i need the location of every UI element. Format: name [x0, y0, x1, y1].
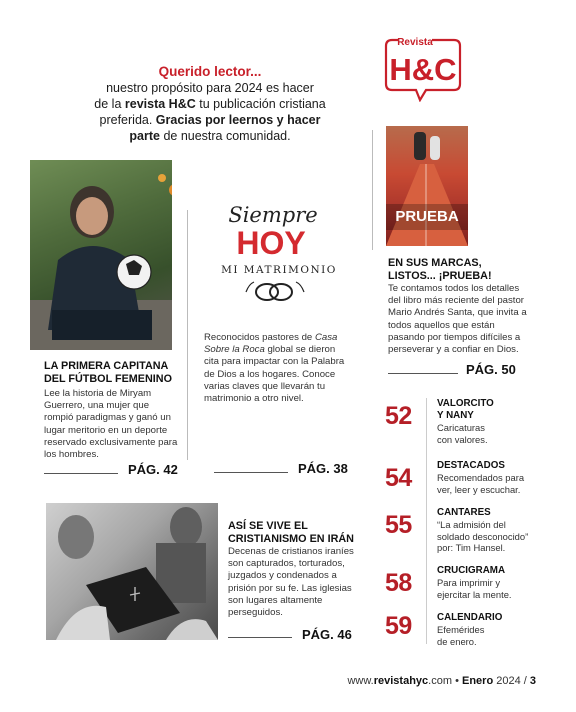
intro-line-3: preferida. Gracias por leernos y hacer	[99, 113, 321, 127]
footer-tld: .com •	[428, 675, 462, 687]
prueba-page: PÁG. 50	[466, 362, 516, 377]
index-desc: Para imprimir y ejercitar la mente.	[437, 577, 512, 600]
footer-site: revistahyc	[373, 675, 429, 687]
intro-line-4: parte de nuestra comunidad.	[129, 129, 291, 143]
iran-page: PÁG. 46	[302, 627, 352, 642]
intro-message	[68, 64, 352, 144]
index-desc: Caricaturas con valores.	[437, 422, 488, 445]
hoy-text: HOY	[236, 225, 306, 261]
column-divider	[187, 210, 188, 460]
footer-page-number: 3	[529, 675, 536, 687]
matrimonio-body: Reconocidos pastores de Casa Sobre la Roca global se dieron cita para impactar con la Palabra de Dios a los hogares. Conoce varias claves que llevarán tu matrimonio a otro nivel.	[204, 332, 345, 405]
column-divider-right	[372, 130, 373, 250]
logo-big-text: H&C	[389, 52, 457, 87]
photo-bible-reading	[46, 503, 218, 640]
capitana-body: Lee la historia de Miryam Guerrero, una mujer que rompió paradigmas y ganó un lugar meritorio en un deporte reservado exclusivamente para los hombres.	[44, 388, 178, 461]
revista-hc-logo	[380, 36, 466, 102]
book-cover-prueba	[386, 126, 468, 246]
footer-www: www.	[347, 675, 374, 687]
capitana-title: LA PRIMERA CAPITANA DEL FÚTBOL FEMENINO	[44, 360, 172, 385]
matrimonio-page: PÁG. 38	[298, 461, 348, 476]
logo-small-text: Revista	[397, 37, 433, 48]
index-title: CANTARES	[437, 507, 491, 518]
index-divider	[426, 398, 427, 644]
rings-icon	[246, 282, 304, 300]
siempre-hoy-logo	[216, 200, 342, 322]
index-page-number: 55	[385, 511, 412, 539]
iran-body: Decenas de cristianos iraníes son capturados, torturados, juzgados y condenados a prisión por su fe. Las iglesias son lugares altamente perseguidos.	[228, 546, 354, 619]
prueba-rule	[388, 373, 458, 374]
index-desc: “La admisión del soldado desconocido” por: Tim Hansel.	[437, 519, 529, 554]
page-footer	[347, 675, 536, 687]
intro-greeting: Querido lector...	[158, 64, 262, 79]
index-title: DESTACADOS	[437, 460, 505, 471]
index-title: VALORCITO Y NANY	[437, 398, 494, 421]
mi-matrimonio-text: MI MATRIMONIO	[221, 264, 337, 276]
footer-year: 2024 /	[493, 675, 530, 687]
index-page-number: 52	[385, 402, 412, 430]
index-desc: Recomendados para ver, leer y escuchar.	[437, 472, 525, 495]
iran-title: ASÍ SE VIVE EL CRISTIANISMO EN IRÁN	[228, 520, 354, 545]
intro-line-2: de la revista H&C tu publicación cristiana	[94, 97, 326, 111]
iran-rule	[228, 637, 292, 638]
matrimonio-rule	[214, 472, 288, 473]
intro-line-1: nuestro propósito para 2024 es hacer	[106, 81, 314, 95]
prueba-title: EN SUS MARCAS, LISTOS... ¡PRUEBA!	[388, 257, 492, 282]
prueba-body: Te contamos todos los detalles del libro más reciente del pastor Mario Andrés Santa, que invita a todos aquellos que están pasando por tiempos difíciles a perseverar y a confiar en Dios.	[388, 283, 527, 356]
book-cover-title: PRUEBA	[395, 208, 459, 225]
index-page-number: 59	[385, 612, 412, 640]
footer-month: Enero	[461, 675, 494, 687]
index-desc: Efemérides de enero.	[437, 624, 485, 647]
capitana-page: PÁG. 42	[128, 462, 178, 477]
index-title: CRUCIGRAMA	[437, 565, 506, 576]
capitana-rule	[44, 473, 118, 474]
index-page-number: 54	[385, 464, 412, 492]
siempre-script: Siempre	[228, 203, 318, 227]
photo-soccer-captain	[30, 160, 172, 350]
index-title: CALENDARIO	[437, 612, 503, 623]
index-page-number: 58	[385, 569, 412, 597]
